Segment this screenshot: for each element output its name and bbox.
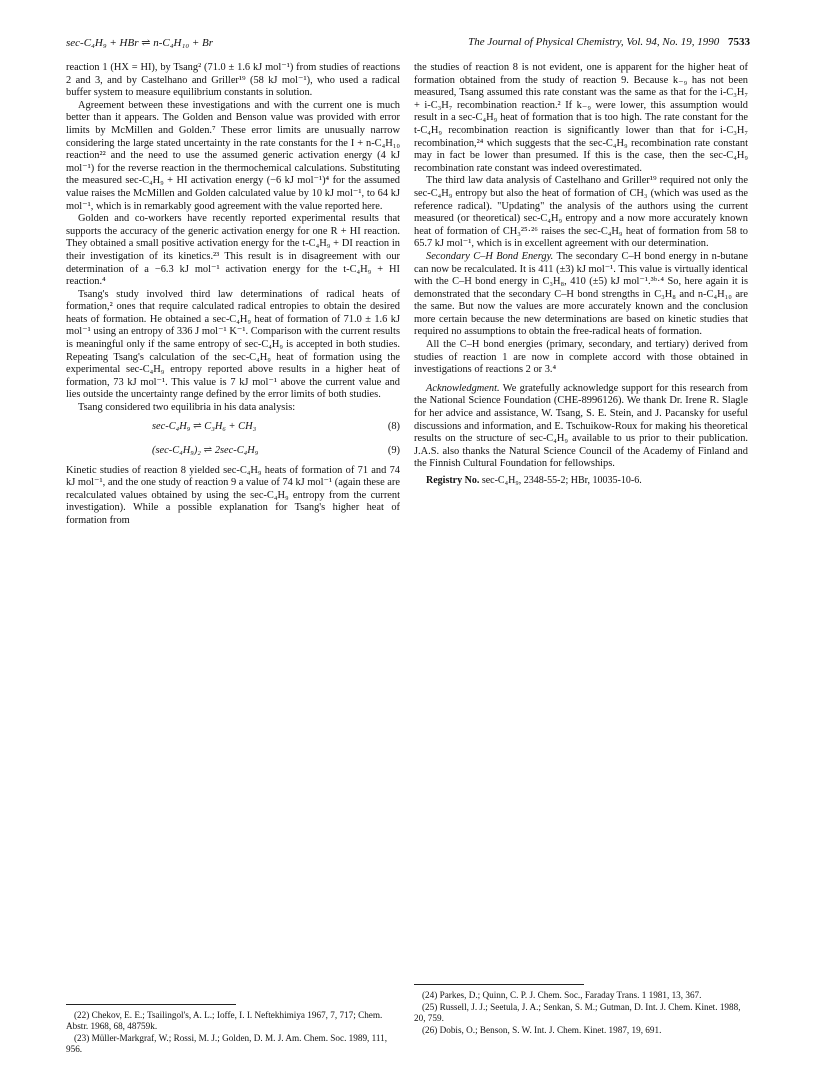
registry-text: sec-C₄H₉, 2348-55-2; HBr, 10035-10-6.: [479, 475, 642, 486]
footnote: (23) Müller-Markgraf, W.; Rossi, M. J.; Golden, D. M. J. Am. Chem. Soc. 1989, 111, 956.: [66, 1033, 388, 1054]
header-equation: sec-C₄H₉ + HBr ⇌ n-C₄H₁₀ + Br: [66, 37, 214, 49]
equation-number: (8): [387, 420, 400, 432]
right-footnotes: [414, 990, 748, 1037]
right-column: [414, 62, 748, 488]
footnote-rule: [414, 984, 584, 985]
journal-citation: [468, 36, 750, 48]
paragraph-text: The secondary C–H bond energy in n-butane can now be recalculated. It is 411 (±3) kJ mol⁻¹. This value is virtually identical with the C–H bond energy in C₃H₈, 410 (±5) kJ mol⁻¹.³ᵇ·⁴ So, here again it is demonstrated that the secondary C–H bond strengths in C₃H₈ and n-C₄H₁₀ are the same. But now the values are more accurately known and the conclusion more certain because the new determinations are based on kinetic studies that required no assumptions to obtain the free-radical heats of formation.: [414, 250, 749, 338]
acknowledgment-heading: Acknowledgment.: [426, 382, 500, 394]
acknowledgment-text: We gratefully acknowledge support for this research from the National Science Foundation (CHE-8996126). We thank Dr. Irene R. Slagle for her advice and assistance, W. Tsang, S. E. Stein, and J. Pacansky for useful discussions and information, and E. Tschuikow-Roux for making his theoretical results on the structure of sec-C₄H₉ available to us prior to their publication. J.A.S. also thanks the Natural Science Council of the Academy of Finland and the Finnish Cultural Foundation for fellowships.: [414, 382, 748, 470]
paragraph: The third law data analysis of Castelhano and Griller¹⁹ required not only the sec-C₄H₉ entropy but also the heat of formation of CH₃ (which was used as the reference radical). "Updating" the analysis of the authors using the current measured (or theoretical) sec-C₄H₉ entropy and a now more accurately known heat of formation of CH₃²⁵·²⁶ raises the sec-C₄H₉ heat of formation from 58 to 65.7 kJ mol⁻¹, which is in excellent agreement with our determination.: [414, 175, 748, 250]
registry-heading: Registry No.: [426, 475, 480, 486]
paragraph: All the C–H bond energies (primary, secondary, and tertiary) derived from studies of reaction 1 are now in complete accord with those obtained in investigations of reactions 2 or 3.⁴: [414, 339, 748, 376]
paragraph: Agreement between these investigations and with the current one is much better than it appears. The Golden and Benson value was provided with error limits by McMillen and Golden.⁷ These error limits are unusually narrow considering the large stated uncertainty in the rate constants for the I + n-C₄H₁₀ reaction²² and the need to use the assumed generic activation energy (4 kJ mol⁻¹) for the reverse reaction in the thermochemical calculations. Substituting the measured sec-C₄H₉ + HI activation energy (−6 kJ mol⁻¹)⁴ for the assumed value raises the McMillen and Golden calculated value by 10 kJ mol⁻¹, to 64 kJ mol⁻¹, which is in remarkably good agreement with the value reported here.: [66, 99, 400, 212]
paragraph: [414, 251, 748, 339]
journal-name: The Journal of Physical Chemistry, Vol. 94, No. 19, 1990: [468, 36, 720, 48]
paragraph: Tsang considered two equilibria in his data analysis:: [78, 402, 296, 414]
registry-numbers: [414, 475, 748, 488]
paragraph: the studies of reaction 8 is not evident, one is apparent for the higher heat of formation obtained from the study of reaction 9. Because k₋₉ has not been measured, Tsang assumed this rate constant was the same as that for the i-C₃H₇ + i-C₃H₇ recombination reaction.² If k₋₉ were lower, this assumption would result in a sec-C₄H₉ heat of formation that is too high. The rate constant for the t-C₄H₉ recombination reaction is significantly lower than that for i-C₃H₇ recombination,²⁴ which suggests that the sec-C₄H₉ recombination rate constant may in fact be lower than presumed. If this is the case, then the sec-C₄H₉ recombination rate constant was indeed overestimated.: [414, 62, 748, 174]
equation-expression: (sec-C₄H₉)₂ ⇌ 2sec-C₄H₉: [152, 444, 259, 456]
equation-9: [66, 441, 400, 463]
equation-number: (9): [387, 444, 400, 456]
left-column: [66, 62, 400, 528]
section-heading: Secondary C–H Bond Energy.: [426, 250, 554, 262]
equation-expression: sec-C₄H₉ ⇌ C₃H₆ + CH₃: [152, 420, 257, 432]
paragraph: reaction 1 (HX = HI), by Tsang² (71.0 ± 1.6 kJ mol⁻¹) from studies of reactions 2 and 3, and by Castelhano and Griller¹⁹ (58 kJ mol⁻¹), who used a radical buffer system to measure equilibrium constants in solution.: [66, 62, 400, 99]
footnote: (24) Parkes, D.; Quinn, C. P. J. Chem. Soc., Faraday Trans. 1 1981, 13, 367.: [422, 990, 702, 1000]
footnote: (22) Chekov, E. E.; Tsailingol's, A. L.; Ioffe, I. I. Neftekhimiya 1967, 7, 717; Chem. Abstr. 1968, 68, 48759k.: [66, 1010, 383, 1031]
footnote-rule: [66, 1004, 236, 1005]
page-number: 7533: [728, 36, 750, 48]
footnote: (25) Russell, J. J.; Seetula, J. A.; Senkan, S. M.; Gutman, D. Int. J. Chem. Kinet. 1988, 20, 759.: [414, 1002, 741, 1023]
paragraph: Golden and co-workers have recently reported experimental results that supports the accuracy of the generic activation energy for one R + HI reaction. They obtained a small positive activation energy for the t-C₄H₉ + DI reaction in their investigation of its kinetics.²³ This result is in disagreement with our determination of a −6.3 kJ mol⁻¹ activation energy for the t-C₄H₉ + HI reaction.⁴: [66, 213, 400, 288]
running-header: [66, 36, 750, 54]
acknowledgment: [414, 383, 748, 471]
left-footnotes: [66, 1010, 400, 1056]
paragraph: Tsang's study involved third law determinations of radical heats of formation,² ones that require calculated radical entropies to obtain the desired heats of formation. He obtained a sec-C₄H₉ heat of formation of 71.0 ± 1.6 kJ mol⁻¹ using an entropy of 336 J mol⁻¹ K⁻¹. Comparison with the current results is meaningful only if the same entropy of sec-C₄H₉ is accepted in both studies. Repeating Tsang's calculation of the sec-C₄H₉ heat of formation using the experimental sec-C₄H₉ entropy reported above results in a higher heat of formation, 73 kJ mol⁻¹. This value is 7 kJ mol⁻¹ above the current value and lies outside the uncertainty range defined by the error limits of both studies.: [66, 288, 400, 401]
paragraph: Kinetic studies of reaction 8 yielded sec-C₄H₉ heats of formation of 71 and 74 kJ mol⁻¹, and the one study of reaction 9 a value of 74 kJ mol⁻¹ (again these are recalculated values obtained by using the sec-C₄H₉ entropy from the current investigation). While a possible explanation for Tsang's higher heat of formation from: [66, 464, 400, 526]
footnote: (26) Dobis, O.; Benson, S. W. Int. J. Chem. Kinet. 1987, 19, 691.: [422, 1025, 662, 1035]
equation-8: [66, 417, 400, 439]
